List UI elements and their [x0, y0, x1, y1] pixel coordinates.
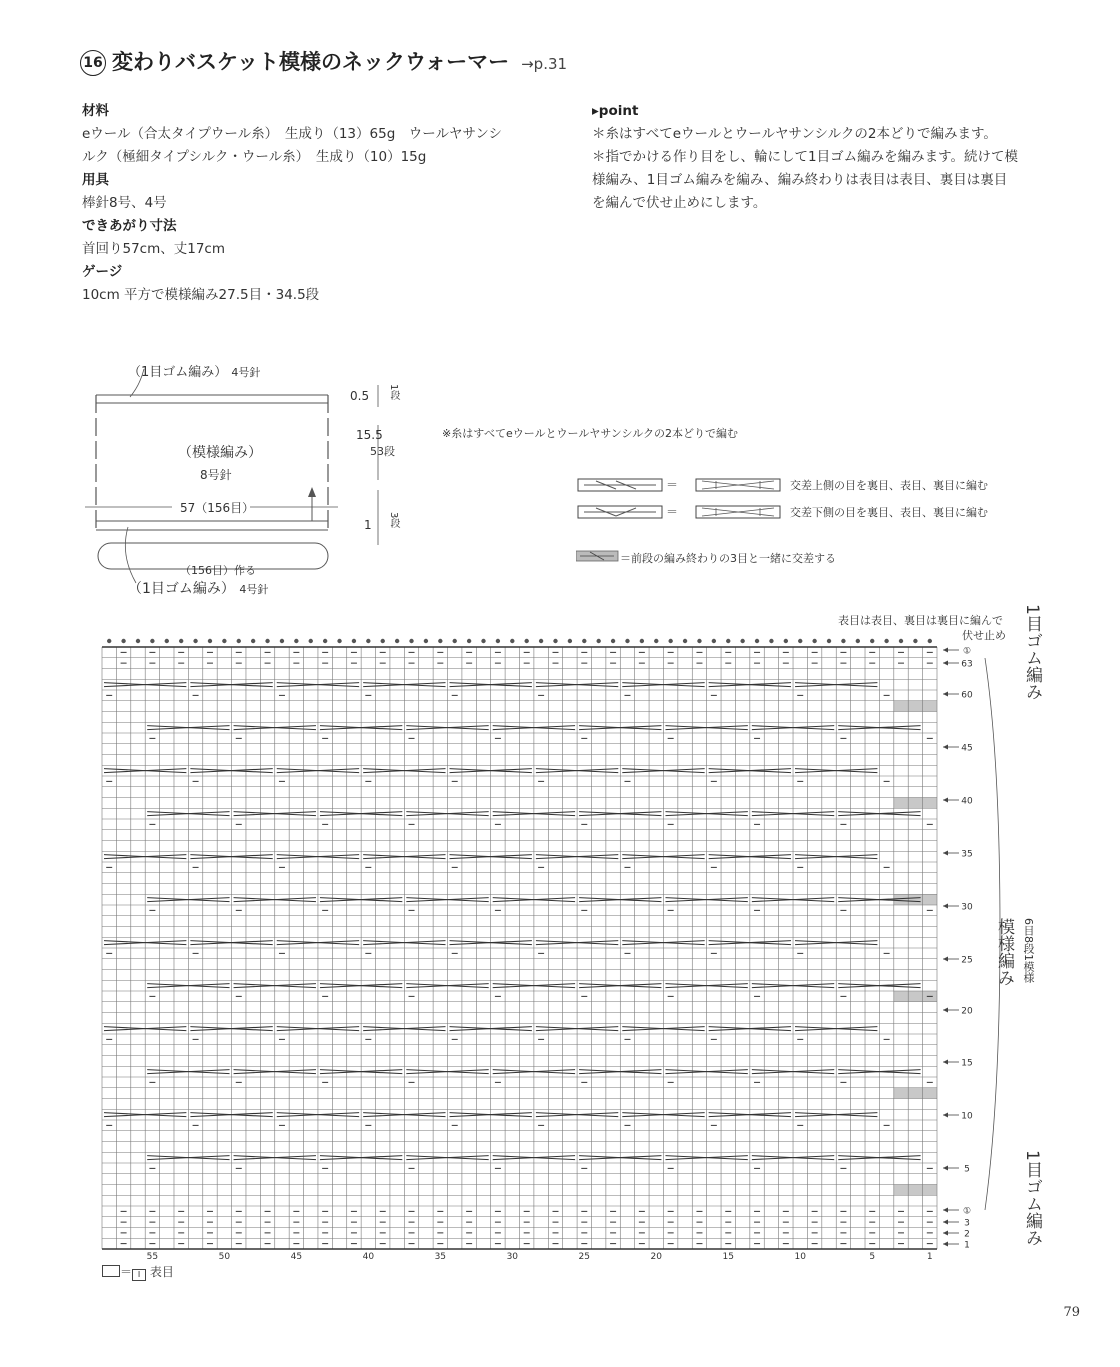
- row-arrow-head: [943, 1113, 948, 1118]
- dim-top-rows: 1段: [388, 384, 399, 401]
- bind-off-dot: [496, 639, 500, 643]
- bind-off-dot: [208, 639, 212, 643]
- bind-off-dot: [179, 639, 183, 643]
- bind-off-dot: [884, 639, 888, 643]
- bind-off-dot: [337, 639, 341, 643]
- bind-off-dot: [740, 639, 744, 643]
- point-line: を編んで伏せ止めにします。: [592, 195, 767, 211]
- point-line: ＊指でかける作り目をし、輪にして1目ゴム編みを編みます。続けて模: [592, 149, 1019, 165]
- bind-off-dot: [683, 639, 687, 643]
- bind-off-dot: [136, 639, 140, 643]
- bind-off-dot: [654, 639, 658, 643]
- legend-eq: ＝: [666, 478, 679, 492]
- row-number: 60: [961, 690, 973, 701]
- row-number: 1: [964, 1240, 970, 1251]
- point-line: ＊糸はすべてeウールとウールヤサンシルクの2本どりで編みます。: [592, 126, 997, 142]
- row-number: 63: [961, 659, 973, 670]
- row-number: 45: [961, 743, 973, 754]
- bind-off-dot: [712, 639, 716, 643]
- bind-off-dot: [438, 639, 442, 643]
- dim-bot-rows: 3段: [388, 512, 399, 529]
- row-arrow-head: [943, 798, 948, 803]
- bind-off-dot: [568, 639, 572, 643]
- size-text: 首回り57cm、丈17cm: [82, 241, 226, 257]
- bind-off-dot: [424, 639, 428, 643]
- column-number: 55: [146, 1252, 159, 1262]
- column-number: 50: [218, 1252, 231, 1262]
- row-arrow-head: [943, 661, 948, 666]
- column-number: 25: [578, 1252, 591, 1262]
- row-number: 40: [961, 796, 973, 807]
- knit-symbol-icon: I: [132, 1269, 146, 1281]
- bind-off-dot: [640, 639, 644, 643]
- row-arrow-head: [943, 851, 948, 856]
- bind-off-dot: [539, 639, 543, 643]
- row-arrow-head: [943, 648, 948, 653]
- row-arrow-head: [943, 1008, 948, 1013]
- bind-off-dot: [812, 639, 816, 643]
- bind-off-dot: [697, 639, 701, 643]
- row-number: 10: [961, 1111, 973, 1122]
- shaded-cell: [894, 798, 937, 809]
- column-number: 35: [434, 1252, 447, 1262]
- shaded-cell: [894, 1088, 937, 1099]
- bind-off-dot: [222, 639, 226, 643]
- row-number: ①: [962, 1206, 972, 1217]
- legend-text-shaded: ＝前段の編み終わりの3目と一緒に交差する: [620, 552, 836, 565]
- bind-off-dot: [107, 639, 111, 643]
- column-number: 30: [506, 1252, 519, 1262]
- row-arrow-head: [943, 692, 948, 697]
- bind-off-dot: [251, 639, 255, 643]
- bottom-rib-label: （1目ゴム編み） 4号針: [128, 581, 269, 597]
- bind-off-dot: [309, 639, 313, 643]
- bind-off-dot: [928, 639, 932, 643]
- row-number: ①: [962, 646, 972, 657]
- column-number: 15: [722, 1252, 734, 1262]
- row-arrow-head: [943, 1231, 948, 1236]
- row-arrow-head: [943, 957, 948, 962]
- project-title: 変わりバスケット模様のネックウォーマー: [112, 50, 510, 74]
- column-number: 20: [650, 1252, 662, 1262]
- row-number: 30: [961, 902, 973, 913]
- bind-off-note: 伏せ止め: [962, 629, 1006, 642]
- bind-off-dot: [596, 639, 600, 643]
- bind-off-dot: [625, 639, 629, 643]
- bind-off-dot: [366, 639, 370, 643]
- bind-off-dot: [453, 639, 457, 643]
- gauge-heading: ゲージ: [82, 264, 123, 280]
- bind-off-dot: [856, 639, 860, 643]
- bind-off-dot: [582, 639, 586, 643]
- pattern-label-vertical: 模様編み: [994, 918, 1014, 986]
- legend-eq: ＝: [666, 505, 679, 519]
- legend-text-lower: 交差下側の目を裏目、表目、裏目に編む: [790, 506, 988, 519]
- tools-heading: 用具: [82, 172, 109, 188]
- dim-bot: 1: [364, 518, 372, 532]
- knit-legend: ＝ I 表目: [102, 1263, 174, 1281]
- shaded-cell: [894, 1185, 937, 1196]
- row-number: 25: [961, 955, 973, 966]
- pattern-label: （模様編み）: [178, 445, 262, 461]
- row-number: 35: [961, 849, 973, 860]
- bind-off-dot: [395, 639, 399, 643]
- row-number: 5: [964, 1164, 970, 1175]
- row-arrow-head: [943, 1220, 948, 1225]
- bind-off-dot: [827, 639, 831, 643]
- dim-mid: 15.5: [356, 428, 383, 442]
- top-rib-label: （1目ゴム編み） 4号針: [128, 365, 261, 380]
- bind-off-dot: [193, 639, 197, 643]
- cast-on-label: （156目）作る: [180, 564, 256, 577]
- bind-off-note: 表目は表目、裏目は裏目に編んで: [838, 614, 1003, 627]
- point-line: 様編み、1目ゴム編みを編み、編み終わりは表目は表目、裏目は裏目: [592, 172, 1008, 188]
- bind-off-dot: [524, 639, 528, 643]
- bind-off-dot: [726, 639, 730, 643]
- rib-label-top: 1目ゴム編み: [1022, 604, 1042, 700]
- page-number: 79: [1063, 1305, 1080, 1320]
- row-number: 2: [964, 1229, 970, 1240]
- row-number: 20: [961, 1006, 973, 1017]
- row-arrow-head: [943, 1166, 948, 1171]
- column-number: 1: [926, 1252, 933, 1262]
- bind-off-dot: [294, 639, 298, 643]
- bind-off-dot: [870, 639, 874, 643]
- rib-label-bottom: 1目ゴム編み: [1022, 1150, 1042, 1246]
- legend-text-upper: 交差上側の目を裏目、表目、裏目に編む: [790, 479, 988, 492]
- row-arrow-head: [943, 745, 948, 750]
- page-reference: →p.31: [521, 55, 568, 73]
- materials-line: eウール（合太タイプウール糸） 生成り（13）65g ウールヤサンシ: [82, 126, 502, 142]
- shaded-cell: [894, 894, 937, 905]
- column-number: 45: [290, 1252, 303, 1262]
- dim-top: 0.5: [350, 389, 370, 403]
- shaded-cell: [894, 701, 937, 712]
- bind-off-dot: [409, 639, 413, 643]
- bind-off-dot: [510, 639, 514, 643]
- bind-off-dot: [841, 639, 845, 643]
- column-number: 40: [362, 1252, 375, 1262]
- bind-off-dot: [381, 639, 385, 643]
- bind-off-dot: [784, 639, 788, 643]
- width-label: 57（156目）: [180, 501, 255, 515]
- bind-off-dot: [899, 639, 903, 643]
- point-heading: ▸point: [592, 103, 639, 119]
- bind-off-dot: [913, 639, 917, 643]
- materials-heading: 材料: [82, 103, 109, 119]
- row-arrow-head: [943, 904, 948, 909]
- bind-off-dot: [769, 639, 773, 643]
- row-number: 3: [964, 1218, 970, 1229]
- bind-off-dot: [323, 639, 327, 643]
- bind-off-dot: [280, 639, 284, 643]
- bind-off-dot: [755, 639, 759, 643]
- row-arrow-head: [943, 1060, 948, 1065]
- project-number: 16: [80, 50, 106, 76]
- bind-off-dot: [150, 639, 154, 643]
- bind-off-dot: [798, 639, 802, 643]
- yarn-note: ※糸はすべてeウールとウールヤサンシルクの2本どりで編む: [442, 427, 739, 440]
- empty-square-icon: [102, 1265, 120, 1277]
- bind-off-dot: [668, 639, 672, 643]
- row-number: 15: [961, 1058, 973, 1069]
- bind-off-dot: [121, 639, 125, 643]
- materials-line: ルク（極細タイプシルク・ウール糸） 生成り（10）15g: [82, 149, 427, 165]
- bind-off-dot: [265, 639, 269, 643]
- bind-off-dot: [611, 639, 615, 643]
- row-arrow-head: [943, 1208, 948, 1213]
- repeat-label: 6目8段1模様: [1022, 918, 1035, 983]
- row-arrow-head: [943, 1242, 948, 1247]
- column-number: 5: [869, 1252, 876, 1262]
- bind-off-dot: [467, 639, 471, 643]
- bind-off-dot: [352, 639, 356, 643]
- bind-off-dot: [481, 639, 485, 643]
- bind-off-dot: [165, 639, 169, 643]
- bind-off-dot: [553, 639, 557, 643]
- column-number: 10: [794, 1252, 806, 1262]
- bind-off-dot: [237, 639, 241, 643]
- dim-mid-rows: 53段: [370, 445, 395, 458]
- size-heading: できあがり寸法: [82, 218, 177, 234]
- pattern-needle: 8号針: [200, 468, 232, 482]
- gauge-text: 10cm 平方で模様編み27.5目・34.5段: [82, 287, 320, 303]
- tools-text: 棒針8号、4号: [82, 195, 167, 211]
